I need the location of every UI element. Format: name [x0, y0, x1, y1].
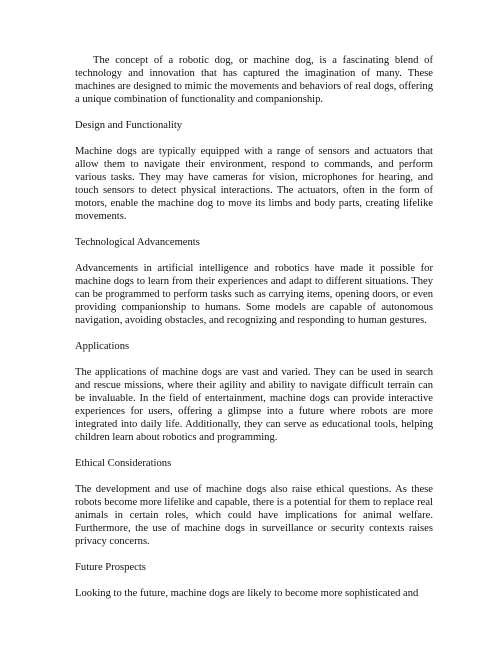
section-heading-applications: Applications	[75, 341, 130, 352]
section-body-applications: The applications of machine dogs are vast and varied. They can be used in search and rescue missions, where their agility and ability to navigate difficult terrain can be invaluable. In the field of entertainment, machine dogs can provide interactive experiences for users, offering a glimpse into a future where robots are more integrated into daily life. Additionally, they can serve as educational tools, helping children learn about robotics and programming.	[75, 367, 433, 443]
section-heading-future: Future Prospects	[75, 562, 146, 573]
section-body-advancements: Advancements in artificial intelligence and robotics have made it possible for machine dogs to learn from their experiences and adapt to different situations. They can be programmed to perform tasks such as carrying items, opening doors, or even providing companionship to humans. Some models are capable of autonomous navigation, avoiding obstacles, and recognizing and responding to human gestures.	[75, 263, 433, 326]
document-body	[75, 54, 433, 600]
section-heading-design: Design and Functionality	[75, 120, 183, 131]
section-body-design: Machine dogs are typically equipped with a range of sensors and actuators that allow them to navigate their environment, respond to commands, and perform various tasks. They may have cameras for vision, microphones for hearing, and touch sensors to detect physical interactions. The actuators, often in the form of motors, enable the machine dog to move its limbs and body parts, creating lifelike movements.	[75, 146, 433, 222]
section-body-future: Looking to the future, machine dogs are likely to become more sophisticated and	[75, 588, 419, 599]
intro-paragraph: The concept of a robotic dog, or machine dog, is a fascinating blend of technology and innovation that has captured the imagination of many. These machines are designed to mimic the movements and behaviors of real dogs, offering a unique combination of functionality and companionship.	[75, 55, 433, 105]
section-heading-ethics: Ethical Considerations	[75, 458, 172, 469]
section-body-ethics: The development and use of machine dogs also raise ethical questions. As these robots become more lifelike and capable, there is a potential for them to replace real animals in certain roles, which could have implications for animal welfare. Furthermore, the use of machine dogs in surveillance or security contexts raises privacy concerns.	[75, 484, 433, 547]
section-heading-advancements: Technological Advancements	[75, 237, 200, 248]
